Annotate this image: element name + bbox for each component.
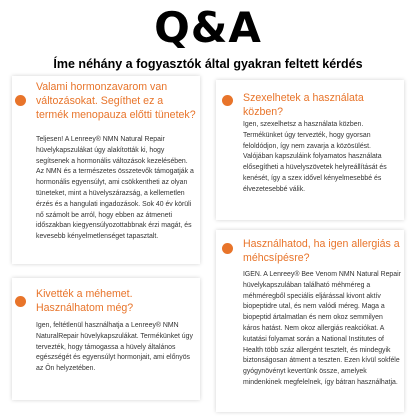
faq-question: Valami hormonzavarom van változásokat. Segíthet ez a termék menopauza előtti tünetek? (36, 81, 196, 121)
faq-question: Kivették a méhemet. Használhatom még? (36, 288, 134, 314)
faq-answer: Igen, feltétlenül használhatja a Lenreey® NMN NaturalRepair hüvelykapszulákat. Termékünket úgy tervezték, hogy támogassa a hüvely általános egészségét és egyensúlyt hormonjait, ami előnyös az Ön helyzetében. (36, 322, 193, 373)
faq-question: Használhatod, ha igen allergiás a méhcsípésre? (243, 238, 400, 264)
faq-question: Szexelhetek a használata közben? (243, 92, 364, 118)
faq-answer: Igen, szexelhetsz a használata közben. Termékünket úgy tervezték, hogy gyorsan feloldódjon, így nem zavarja a közösülést. Valójában kapszuláink folyamatos használata elősegítheti a hüvelyszövetek helyreállítását és kenését, így a szex idővel kényelmesebbé és élvezetesebbé válik. (243, 121, 387, 193)
page-title: Q&A (154, 3, 262, 52)
faq-answer: IGEN. A Lenreey® Bee Venom NMN Natural Repair hüvelykapszulában található méhméreg a méhméregből speciális eljárással kivont aktív biopeptidre utal, és nem valódi méreg. Maga a biopeptid ártalmatlan és nem okoz semmilyen káros hatást. Nem okoz allergiás reakciókat. A kutatási folyamat során a National Institutes of Health több száz allergént tesztelt, és mindegyik biztonságosan átment a teszten. Ezen kívül sokféle gyógynövényt kevertünk össze, amelyek mindenkinek megfelelnek, így bátran használhatja. (243, 271, 401, 386)
orange-dot-icon (222, 243, 233, 254)
orange-dot-icon (15, 296, 26, 307)
faq-answer: Teljesen! A Lenreey® NMN Natural Repair hüvelykapszulákat úgy alakították ki, hogy segítsenek a hormonális változások kezelésében. Az NMN és a természetes összetevők támogatják a hormonális egyensúlyt, ami csökkentheti az olyan tüneteket, mint a hüvelyszárazság, a kellemetlen érzés és a hangulati ingadozások. Sok 40 év körüli nő számolt be arról, hogy ebben az átmeneti időszakban kiegyensúlyozottabbnak érzi magát, és kevesebb kényelmetlenséget tapasztalt. (36, 136, 194, 241)
orange-dot-icon (15, 95, 26, 106)
page-subtitle: Íme néhány a fogyasztók által gyakran feltett kérdés (53, 57, 363, 71)
orange-dot-icon (222, 95, 233, 106)
